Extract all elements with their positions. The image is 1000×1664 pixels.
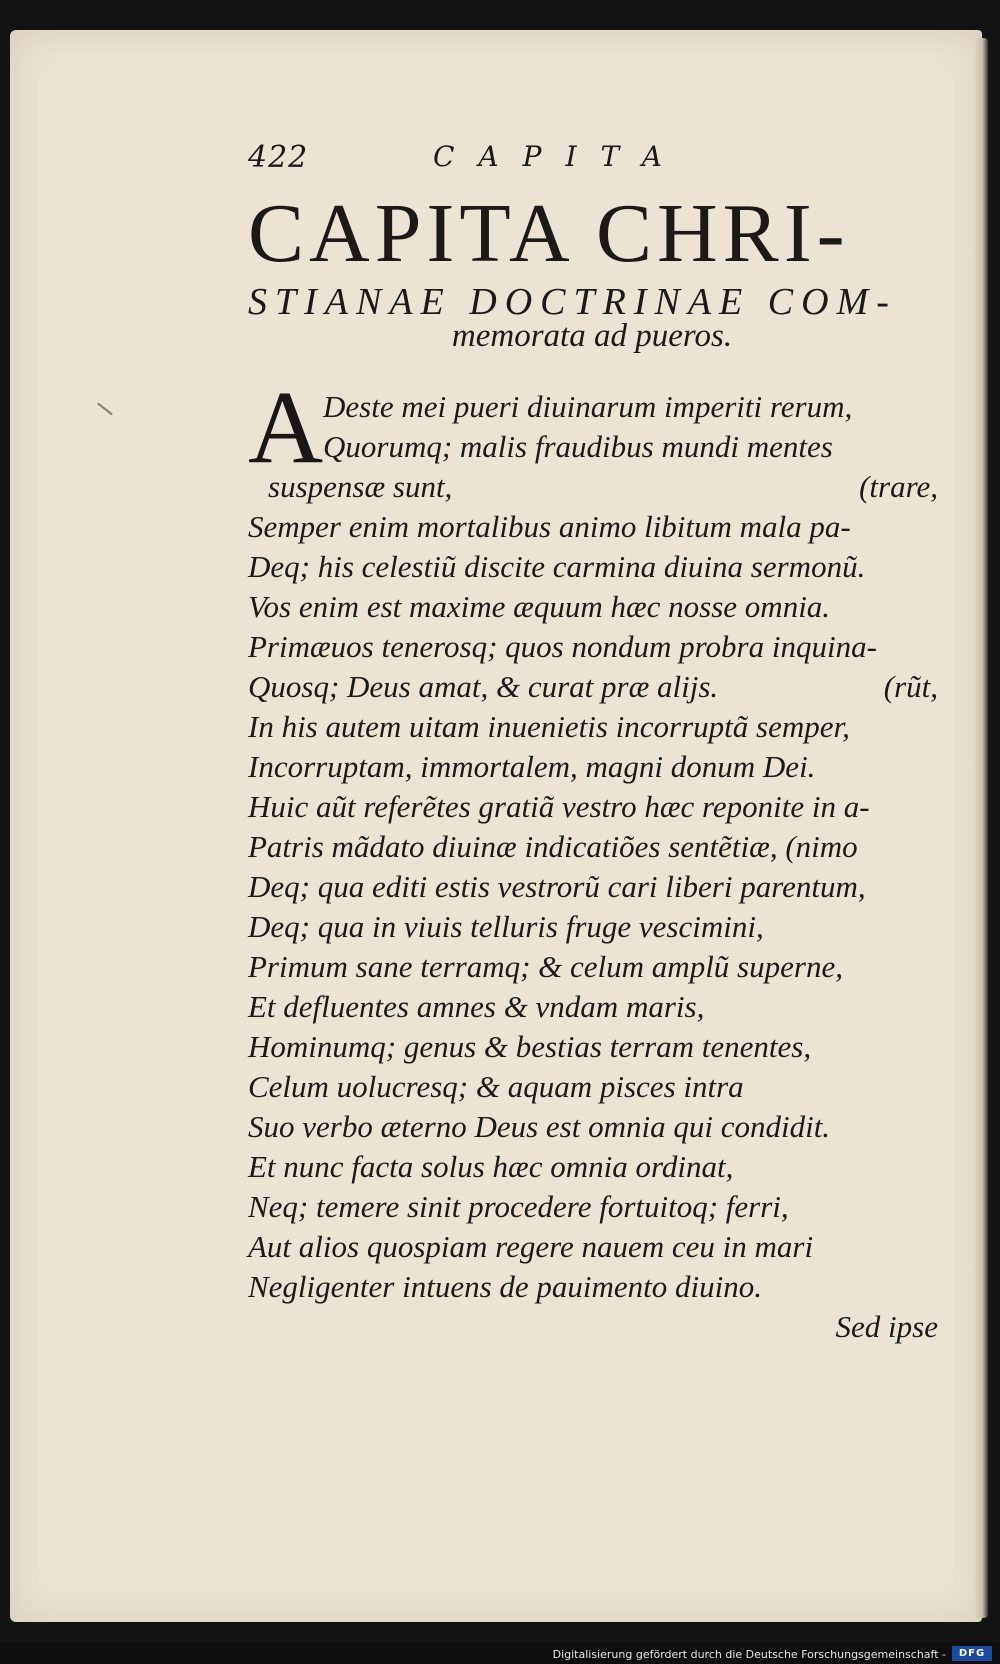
verse-line: Huic aũt referẽtes gratiã vestro hæc reponite in a- [248, 789, 870, 824]
verse-line: Deq; qua in viuis telluris fruge vescimini, [248, 909, 764, 944]
verse-line: Suo verbo æterno Deus est omnia qui condidit. [248, 1109, 831, 1144]
book-page [10, 30, 982, 1622]
verse-line: Et defluentes amnes & vndam maris, [248, 989, 705, 1024]
running-head [248, 122, 938, 178]
verse-line: Celum uolucresq; & aquam pisces intra [248, 1069, 744, 1104]
title-main: CAPITA CHRI- [248, 187, 850, 280]
verse-line: Neq; temere sinit procedere fortuitoq; ferri, [248, 1189, 789, 1224]
verse-line: Incorruptam, immortalem, magni donum Dei. [248, 749, 816, 784]
verse-line: Hominumq; genus & bestias terram tenentes, [248, 1029, 812, 1064]
verse-line: In his autem uitam inuenietis incorruptã semper, [248, 709, 850, 744]
verse-line: Deq; qua editi estis vestrorũ cari liberi parentum, [248, 869, 866, 904]
footer-credit: Digitalisierung gefördert durch die Deutsche Forschungsgemeinschaft - [552, 1648, 946, 1661]
verse-line: suspensæ sunt, [268, 469, 453, 504]
verse-line: Primæuos tenerosq; quos nondum probra inquina- [248, 629, 877, 664]
verse-line: Deste mei pueri diuinarum imperiti rerum, [323, 389, 853, 424]
catchword: Sed ipse [835, 1309, 938, 1344]
running-title: CAPITA [433, 140, 686, 173]
page-edge [974, 38, 988, 1618]
page-content [248, 122, 938, 1344]
verse-line: Quorumq; malis fraudibus mundi mentes [323, 429, 833, 464]
verse-line: Patris mãdato diuinæ indicatiões sentẽtiæ, (nimo [248, 829, 858, 864]
verse-line: Semper enim mortalibus animo libitum mala pa- [248, 509, 851, 544]
verse-line: Primum sane terramq; & celum amplũ superne, [248, 949, 843, 984]
verse-line: Quosq; Deus amat, & curat præ alijs. [248, 669, 719, 704]
page-number: 422 [248, 140, 309, 175]
drop-cap: A [248, 370, 324, 485]
verse-line: Aut alios quospiam regere nauem ceu in mari [248, 1229, 814, 1264]
footer-bar [0, 1642, 1000, 1664]
verse-line: Negligenter intuens de pauimento diuino. [248, 1269, 763, 1304]
dfg-logo: DFG [952, 1646, 992, 1661]
verse-line: Et nunc facta solus hæc omnia ordinat, [248, 1149, 734, 1184]
verse-line: (rũt, [883, 669, 938, 704]
verse-line: (trare, [859, 469, 938, 504]
verse-line: Deq; his celestiũ discite carmina diuina sermonũ. [248, 549, 866, 584]
verse-line: Vos enim est maxime æquum hæc nosse omnia. [248, 589, 831, 624]
title-sub2: memorata ad pueros. [451, 318, 733, 354]
margin-mark [97, 403, 112, 416]
title-sub: STIANAE DOCTRINAE COM- [248, 281, 897, 323]
